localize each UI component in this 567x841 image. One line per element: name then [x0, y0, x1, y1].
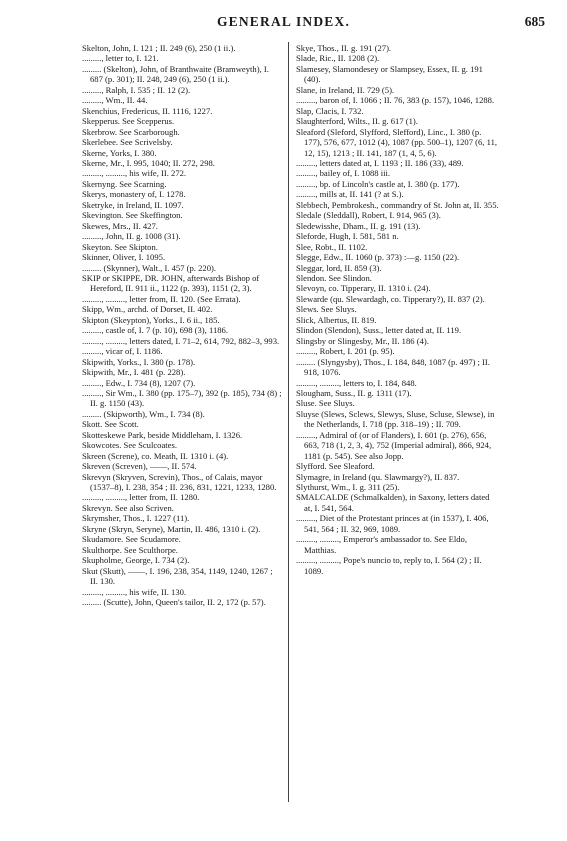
index-entry: ........., ........., letter from, II. 120. (See Errata). [82, 293, 241, 304]
index-entry: Skrevyn (Skryven, Screvin), Thos., of Calais, mayor (1537–8), I. 238, 354 ; II. 236, 831, 1221, 1233, 1280. [82, 471, 277, 493]
index-entry: Slebbech, Pembrokesh., commandry of St. John at, II. 355. [296, 199, 499, 210]
index-entry: ........., ........., Pope's nuncio to, reply to, I. 564 (2) ; II. 1089. [296, 555, 482, 576]
index-entry: ........., Diet of the Protestant princes at (in 1537), I. 406, 541, 564 ; II. 32, 969, 1089. [296, 513, 489, 534]
index-entry: Slougham, Suss., II. g. 1311 (17). [296, 387, 412, 398]
index-entry: ........., castle of, I. 7 (p. 10), 698 (3), 1186. [82, 325, 228, 336]
index-entry: Skudamore. See Scudamore. [82, 534, 181, 545]
index-entry: ......... (Skelton), John, of Branthwaite (Bramweyth), I. 687 (p. 301); II. 248, 249 (6), 250 (1 ii.). [82, 63, 269, 85]
index-entry: Skryne (Skryn, Seryne), Martin, II. 486, 1310 i. (2). [82, 523, 261, 534]
index-entry: Skelton, John, I. 121 ; II. 249 (6), 250 (1 ii.). [82, 43, 236, 53]
index-entry: Skenchius, Fredericus, II. 1116, 1227. [82, 105, 213, 116]
index-column-right [296, 43, 499, 576]
index-entry: Skernyng. See Scarning. [82, 178, 167, 189]
index-entry: Slevoyn, co. Tipperary, II. 1310 i. (24). [296, 283, 431, 294]
index-entry: Slews. See Sluys. [296, 304, 357, 315]
index-entry: Sledewisshe, Dham., II. g. 191 (13). [296, 220, 421, 231]
index-entry: Skreven (Screven), ——, II. 574. [82, 461, 197, 472]
index-entry: Sketryke, in Ireland, II. 1097. [82, 199, 184, 210]
index-entry: Sluse. See Sluys. [296, 398, 355, 409]
index-entry: ........., letters dated at, I. 1193 ; II. 186 (33), 489. [296, 157, 464, 168]
index-entry: Slick, Albertus, II. 819. [296, 314, 377, 325]
index-entry: ........., Sir Wm., I. 380 (pp. 175–7), 392 (p. 185), 734 (8) ; II. g. 1150 (43). [82, 387, 282, 409]
index-entry: Slane, in Ireland, II. 729 (5). [296, 84, 395, 95]
index-entry: Skupholme, George, I. 734 (2). [82, 555, 190, 566]
index-entry: ........., ........., letters to, I. 184, 848. [296, 377, 417, 388]
index-entry: Skerne, Mr., I. 995, 1040; II. 272, 298. [82, 157, 215, 168]
index-entry: Skipwith, Mr., I. 481 (p. 228). [82, 367, 186, 378]
index-entry: ........., bp. of Lincoln's castle at, I. 380 (p. 177). [296, 178, 460, 189]
index-entry: Skowcotes. See Sculcoates. [82, 440, 177, 451]
index-entry: Sluyse (Slews, Sclews, Slewys, Sluse, Scluse, Slewse), in the Netherlands, I. 718 (pp. 318–19) ; II. 709. [296, 408, 495, 430]
index-entry: Skipwith, Yorks., I. 380 (p. 178). [82, 356, 196, 367]
index-entry: ........., Edw., I. 734 (8), 1207 (7). [82, 377, 196, 388]
index-entry: Slindon (Slendon), Suss., letter dated at, II. 119. [296, 325, 462, 336]
index-entry: ........., baron of, I. 1066 ; II. 76, 383 (p. 157), 1046, 1288. [296, 95, 495, 106]
page-header [0, 14, 567, 36]
index-entry: Skulthorpe. See Sculthorpe. [82, 544, 178, 555]
index-entry: Slee, Robt., II. 1102. [296, 241, 368, 252]
page-number: 685 [524, 14, 545, 29]
index-entry: SKIP or SKIPPE, DR. JOHN, afterwards Bishop of Hereford, II. 911 ii., 1122 (p. 393), 1151 (2, 3). [82, 272, 260, 294]
index-entry: Skrevyn. See also Scriven. [82, 502, 174, 513]
index-entry: Skerbrow. See Scarborough. [82, 126, 180, 137]
index-entry: Skeyton. See Skipton. [82, 241, 158, 252]
index-entry: ........., ........., letter from, II. 1280. [82, 492, 200, 503]
index-entry: Slap, Clacis, I. 732. [296, 105, 364, 116]
index-entry: ........., Ralph, I. 535 ; II. 12 (2). [82, 84, 191, 95]
index-entry: Slingsby or Slingesby, Mr., II. 186 (4). [296, 335, 429, 346]
index-entry: ........., John, II. g. 1008 (31). [82, 231, 181, 242]
index-entry: ......... (Slyngysby), Thos., I. 184, 848, 1087 (p. 497) ; II. 918, 1076. [296, 356, 490, 378]
index-entry: Sleggar, lord, II. 859 (3). [296, 262, 382, 273]
index-entry: Slythurst, Wm., I. g. 311 (25). [296, 482, 400, 493]
index-entry: Skerys, monastery of, I. 1278. [82, 189, 186, 200]
index-column-left [82, 43, 282, 607]
index-entry: Skevington. See Skeffington. [82, 210, 183, 221]
index-entry: ........., ........., letters dated, I. 71–2, 614, 792, 882–3, 993. [82, 335, 280, 346]
index-entry: ........., ........., Emperor's ambassador to. See Eldo, Matthias. [296, 534, 468, 555]
column-divider [288, 42, 289, 802]
index-entry: Slyfford. See Sleaford. [296, 461, 375, 472]
index-entry: Skerne, Yorks, I. 380. [82, 147, 157, 158]
index-entry: Skott. See Scott. [82, 419, 139, 430]
index-entry: Skepperus. See Scepperus. [82, 116, 175, 127]
index-entry: Skipp, Wm., archd. of Dorset, II. 402. [82, 304, 213, 315]
index-entry: Skotteskewe Park, beside Middleham, I. 1326. [82, 429, 243, 440]
index-entry: ........., ........., his wife, II. 130. [82, 586, 187, 597]
index-entry: Sleaford (Sleford, Slyfford, Slefford), Linc., I. 380 (p. 177), 576, 677, 1012 (4), 1087 (pp. 500–1), 1207 (6, 11, 12, 15), 1213 ; II. 141, 187 (1, 4, 5, 6). [296, 126, 498, 158]
index-entry: Slymagre, in Ireland (qu. Slawmargy?), II. 837. [296, 471, 460, 482]
index-entry: Slaughterford, Wilts., II. g. 617 (1). [296, 116, 418, 127]
index-entry: ......... (Skynner), Walt., I. 457 (p. 220). [82, 262, 217, 273]
index-entry: Sledale (Sleddall), Robert, I. 914, 965 (3). [296, 210, 441, 221]
running-title: GENERAL INDEX. [216, 14, 351, 29]
index-entry: Skut (Skutt), ——, I. 196, 238, 354, 1149, 1240, 1267 ; II. 130. [82, 565, 273, 587]
index-entry: Slade, Ric., II. 1208 (2). [296, 53, 380, 64]
index-entry: Skipton (Skeypton), Yorks., I. 6 ii., 185. [82, 314, 220, 325]
index-entry: Skye, Thos., II. g. 191 (27). [296, 43, 392, 53]
index-entry: ........., Admiral of (or of Flanders), I. 601 (p. 276), 656, 663, 718 (1, 2, 3, 4), 752 (Imperial admiral), 866, 924, 1181 (p. 545). See also Jopp. [296, 429, 492, 461]
index-entry: ......... (Skipworth), Wm., I. 734 (8). [82, 408, 205, 419]
index-entry: Skrymsher, Thos., I. 1227 (11). [82, 513, 190, 524]
index-entry: Slewarde (qu. Slewardagh, co. Tipperary?), II. 837 (2). [296, 293, 485, 304]
index-entry: Slendon. See Slindon. [296, 272, 372, 283]
index-entry: Skewes, Mrs., II. 427. [82, 220, 158, 231]
index-entry: Skerlebee. See Scrivelsby. [82, 137, 173, 148]
index-entry: Slegge, Edw., II. 1060 (p. 373) :—g. 1150 (22). [296, 252, 460, 263]
index-entry: ........., bailey of, I. 1088 iii. [296, 168, 391, 179]
index-entry: SMALCALDE (Schmalkalden), in Saxony, letters dated at, I. 541, 564. [296, 492, 490, 513]
index-entry: Slamesey, Slamondesey or Slampsey, Essex, II. g. 191 (40). [296, 63, 483, 85]
index-entry: ........., ........., his wife, II. 272. [82, 168, 187, 179]
index-entry: ........., mills at, II. 141 (? at S.). [296, 189, 404, 200]
index-entry: Skreen (Screne), co. Meath, II. 1310 i. (4). [82, 450, 229, 461]
index-entry: ........., Robert, I. 201 (p. 95). [296, 346, 395, 357]
index-entry: ........., vicar of, I. 1186. [82, 346, 163, 357]
index-entry: Sleforde, Hugh, I. 581, 581 n. [296, 231, 399, 242]
index-entry: ........., letter to, I. 121. [82, 53, 159, 64]
index-entry: ......... (Scutte), John, Queen's tailor, II. 2, 172 (p. 57). [82, 597, 266, 608]
index-entry: ........., Wm., II. 44. [82, 95, 148, 106]
index-entry: Skinner, Oliver, I. 1095. [82, 252, 166, 263]
